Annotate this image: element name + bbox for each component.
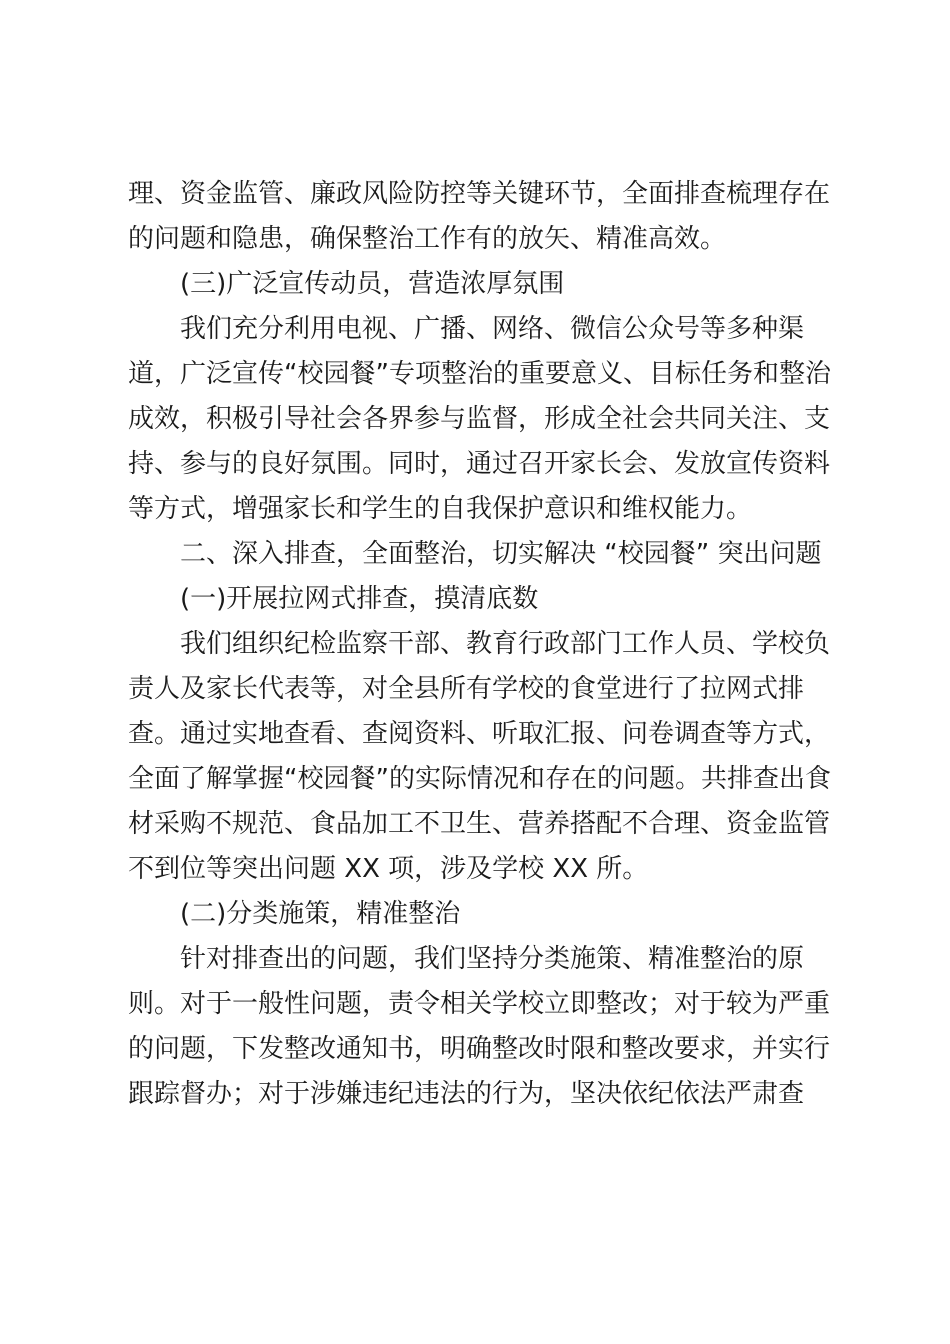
text-line: 针对排查出的问题，我们坚持分类施策、精准整治的原	[180, 944, 805, 974]
text-line: 不到位等突出问题 XX 项，涉及学校 XX 所。	[128, 854, 649, 884]
heading-text: (一)开展拉网式排查，摸清底数	[180, 584, 539, 614]
section-heading-2	[128, 892, 818, 937]
text-line: 责人及家长代表等，对全县所有学校的食堂进行了拉网式排	[128, 674, 805, 704]
section-heading-3	[128, 262, 818, 307]
text-line: 理、资金监管、廉政风险防控等关键环节，全面排查梳理存在	[128, 179, 831, 209]
heading-text: (三)广泛宣传动员，营造浓厚氛围	[180, 269, 565, 299]
main-heading-2	[128, 532, 822, 577]
paragraph-rectification	[128, 937, 831, 1117]
section-heading-1	[128, 577, 818, 622]
text-line: 我们充分利用电视、广播、网络、微信公众号等多种渠	[180, 314, 805, 344]
document-body	[128, 172, 831, 1117]
text-line: 则。对于一般性问题，责令相关学校立即整改；对于较为严重	[128, 989, 831, 1019]
text-line: 我们组织纪检监察干部、教育行政部门工作人员、学校负	[180, 629, 831, 659]
text-line: 等方式，增强家长和学生的自我保护意识和维权能力。	[128, 494, 753, 524]
text-line: 成效，积极引导社会各界参与监督，形成全社会共同关注、支	[128, 404, 831, 434]
text-line: 材采购不规范、食品加工不卫生、营养搭配不合理、资金监管	[128, 809, 831, 839]
text-line: 查。通过实地查看、查阅资料、听取汇报、问卷调查等方式，	[128, 719, 831, 749]
heading-text: (二)分类施策，精准整治	[180, 899, 461, 929]
text-line: 全面了解掌握“校园餐”的实际情况和存在的问题。共排查出食	[128, 764, 831, 794]
text-line: 跟踪督办；对于涉嫌违纪违法的行为，坚决依纪依法严肃查	[128, 1079, 805, 1109]
text-line: 的问题和隐患，确保整治工作有的放矢、精准高效。	[128, 224, 727, 254]
heading-text: 二、深入排查，全面整治，切实解决 “校园餐” 突出问题	[180, 539, 822, 569]
text-line: 持、参与的良好氛围。同时，通过召开家长会、发放宣传资料	[128, 449, 831, 479]
paragraph-publicity	[128, 307, 831, 532]
text-line: 的问题，下发整改通知书，明确整改时限和整改要求，并实行	[128, 1034, 831, 1064]
paragraph-inspection	[128, 622, 831, 892]
text-line: 道，广泛宣传“校园餐”专项整治的重要意义、目标任务和整治	[128, 359, 831, 389]
paragraph-continuation	[128, 172, 831, 262]
